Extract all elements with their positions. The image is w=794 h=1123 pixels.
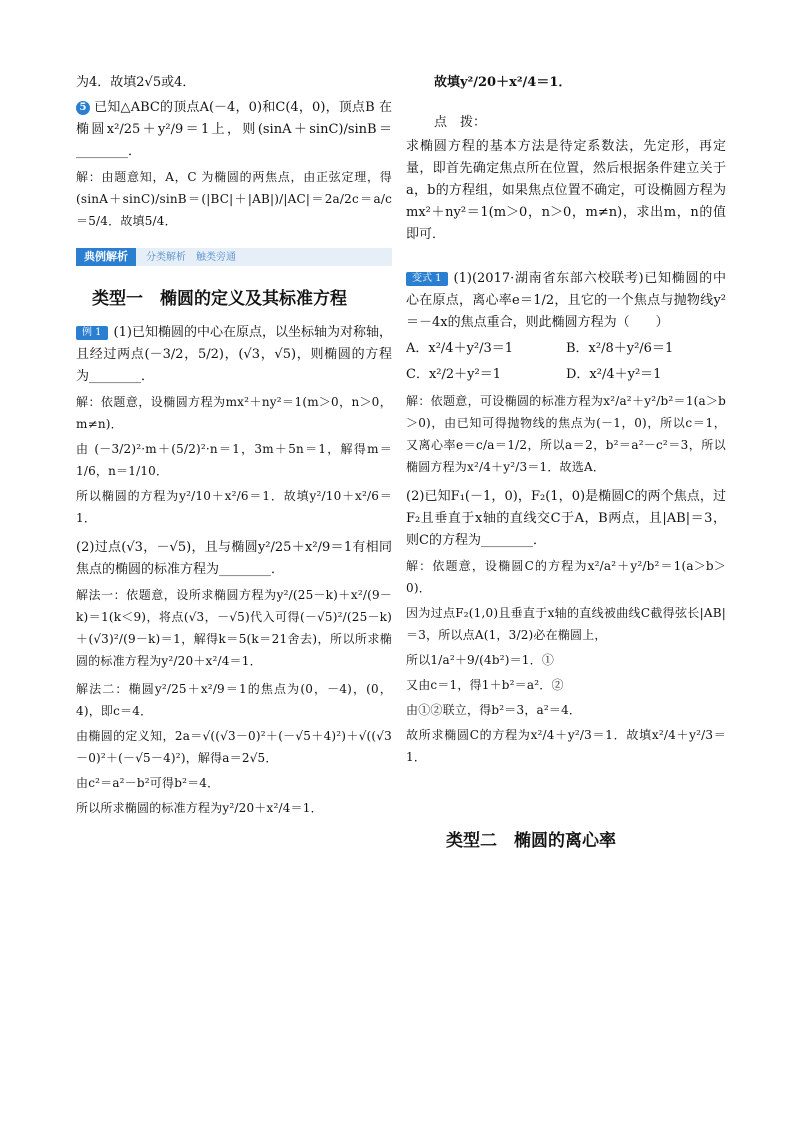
example-1 (76, 322, 392, 388)
variant-1-part-2-step-5: 由①②联立，得b²＝3，a²＝4． (406, 703, 582, 717)
question-5 (76, 97, 392, 163)
options-row-2 (406, 364, 726, 386)
variant-1-part-2: (2)已知F₁(－1，0)，F₂(1，0)是椭圆C的两个焦点，过F₂且垂直于x轴的直线交C于A，B两点，且|AB|＝3，则C的方程为________． (406, 489, 726, 548)
variant-1-part-2-step-1: 解：依题意，设椭圆C的方程为x²/a²＋y²/b²＝1(a＞b＞0)． (406, 559, 726, 595)
section-banner (76, 248, 392, 266)
variant-1-part-2-step-6: 故所求椭圆C的方程为x²/4＋y²/3＝1．故填x²/4＋y²/3＝1． (406, 728, 726, 764)
example-1-text: (1)已知椭圆的中心在原点，以坐标轴为对称轴，且经过两点(－3/2，5/2)，(√3，√5)，则椭圆的方程为________． (76, 325, 392, 384)
option-a[interactable]: A．x²/4＋y²/3＝1 (406, 341, 514, 356)
variant-tag: 变式 1 (406, 272, 448, 286)
carryover-line: 为4．故填2√5或4． (76, 75, 196, 90)
tip-title: 点 拨： (434, 115, 487, 130)
right-column (406, 72, 726, 864)
question-5-solution: 解：由题意知，A，C 为椭圆的两焦点，由正弦定理，得(sinA＋sinC)/sinB＝(|BC|＋|AB|)/|AC|＝2a/2c＝a/c＝5/4．故填5/4． (76, 170, 392, 228)
tip-body: 求椭圆方程的基本方法是待定系数法，先定形，再定量，即首先确定焦点所在位置，然后根据条件建立关于a，b的方程组，如果焦点位置不确定，可设椭圆方程为mx²＋ny²＝1(m＞0，n＞0，m≠n)，求出m，n的值即可． (406, 139, 726, 242)
example-1-solution-3: 所以椭圆的方程为y²/10＋x²/6＝1．故填y²/10＋x²/6＝1． (76, 489, 392, 525)
example-1-part-2: (2)过点(√3，－√5)，且与椭圆y²/25＋x²/9＝1有相同焦点的椭圆的标准方程为________． (76, 540, 392, 577)
option-d[interactable]: D．x²/4＋y²＝1 (566, 367, 662, 382)
example-1-method-2a: 解法二：椭圆y²/25＋x²/9＝1的焦点为(0，－4)，(0，4)，即c＝4． (76, 682, 392, 718)
left-column (76, 72, 392, 822)
fill-answer: 故填y²/20＋x²/4＝1． (434, 75, 572, 90)
example-tag: 例 1 (76, 326, 108, 340)
example-1-method-2d: 所以所求椭圆的标准方程为y²/20＋x²/4＝1． (76, 801, 323, 815)
example-1-method-2b: 由椭圆的定义知，2a＝√((√3－0)²＋(－√5＋4)²)＋√((√3－0)²＋(－√5－4)²)，解得a＝2√5． (76, 729, 392, 765)
example-1-solution-2: 由 (－3/2)²·m＋(5/2)²·n＝1，3m＋5n＝1，解得m＝1/6，n＝1/10． (76, 442, 392, 478)
type2-heading: 类型二 椭圆的离心率 (446, 831, 616, 851)
section-label: 典例解析 (76, 248, 136, 266)
options-row-1 (406, 338, 726, 360)
option-b[interactable]: B．x²/8＋y²/6＝1 (566, 341, 674, 356)
example-1-solution-1: 解：依题意，设椭圆方程为mx²＋ny²＝1(m＞0，n＞0，m≠n)． (76, 395, 392, 431)
variant-1-solution: 解：依题意，可设椭圆的标准方程为x²/a²＋y²/b²＝1(a＞b＞0)，由已知可得抛物线的焦点为(－1，0)，所以c＝1，又离心率e＝c/a＝1/2，所以a＝2，b²＝a²－c²＝3，所以椭圆方程为x²/4＋y²/3＝1．故选A． (406, 394, 726, 474)
variant-1 (406, 268, 726, 334)
example-1-method-2c: 由c²＝a²－b²可得b²＝4． (76, 776, 220, 790)
variant-1-part-2-step-4: 又由c＝1，得1＋b²＝a²．② (406, 678, 564, 692)
option-c[interactable]: C．x²/2＋y²＝1 (406, 367, 501, 382)
type1-heading: 类型一 椭圆的定义及其标准方程 (92, 289, 347, 309)
variant-1-part-2-step-2: 因为过点F₂(1,0)且垂直于x轴的直线被曲线C截得弦长|AB|＝3，所以点A(1，3/2)必在椭圆上， (406, 606, 726, 642)
section-subtitle: 分类解析 触类旁通 (146, 252, 236, 263)
variant-1-text: (1)(2017·湖南省东部六校联考)已知椭圆的中心在原点，离心率e＝1/2，且它的一个焦点与抛物线y²＝－4x的焦点重合，则此椭圆方程为（ ） (406, 271, 726, 330)
question-5-text: 已知△ABC的顶点A(－4，0)和C(4，0)，顶点B 在椭圆x²/25＋y²/9＝1上，则(sinA＋sinC)/sinB＝________． (76, 100, 392, 159)
question-number-badge: 5 (76, 101, 90, 115)
example-1-method-1: 解法一：依题意，设所求椭圆方程为y²/(25－k)＋x²/(9－k)＝1(k＜9)，将点(√3，－√5)代入可得(－√5)²/(25－k)＋(√3)²/(9－k)＝1，解得k＝5(k＝21舍去)，所以所求椭圆的标准方程为y²/20＋x²/4＝1． (76, 588, 392, 668)
variant-1-part-2-step-3: 所以1/a²＋9/(4b²)＝1．① (406, 653, 555, 667)
